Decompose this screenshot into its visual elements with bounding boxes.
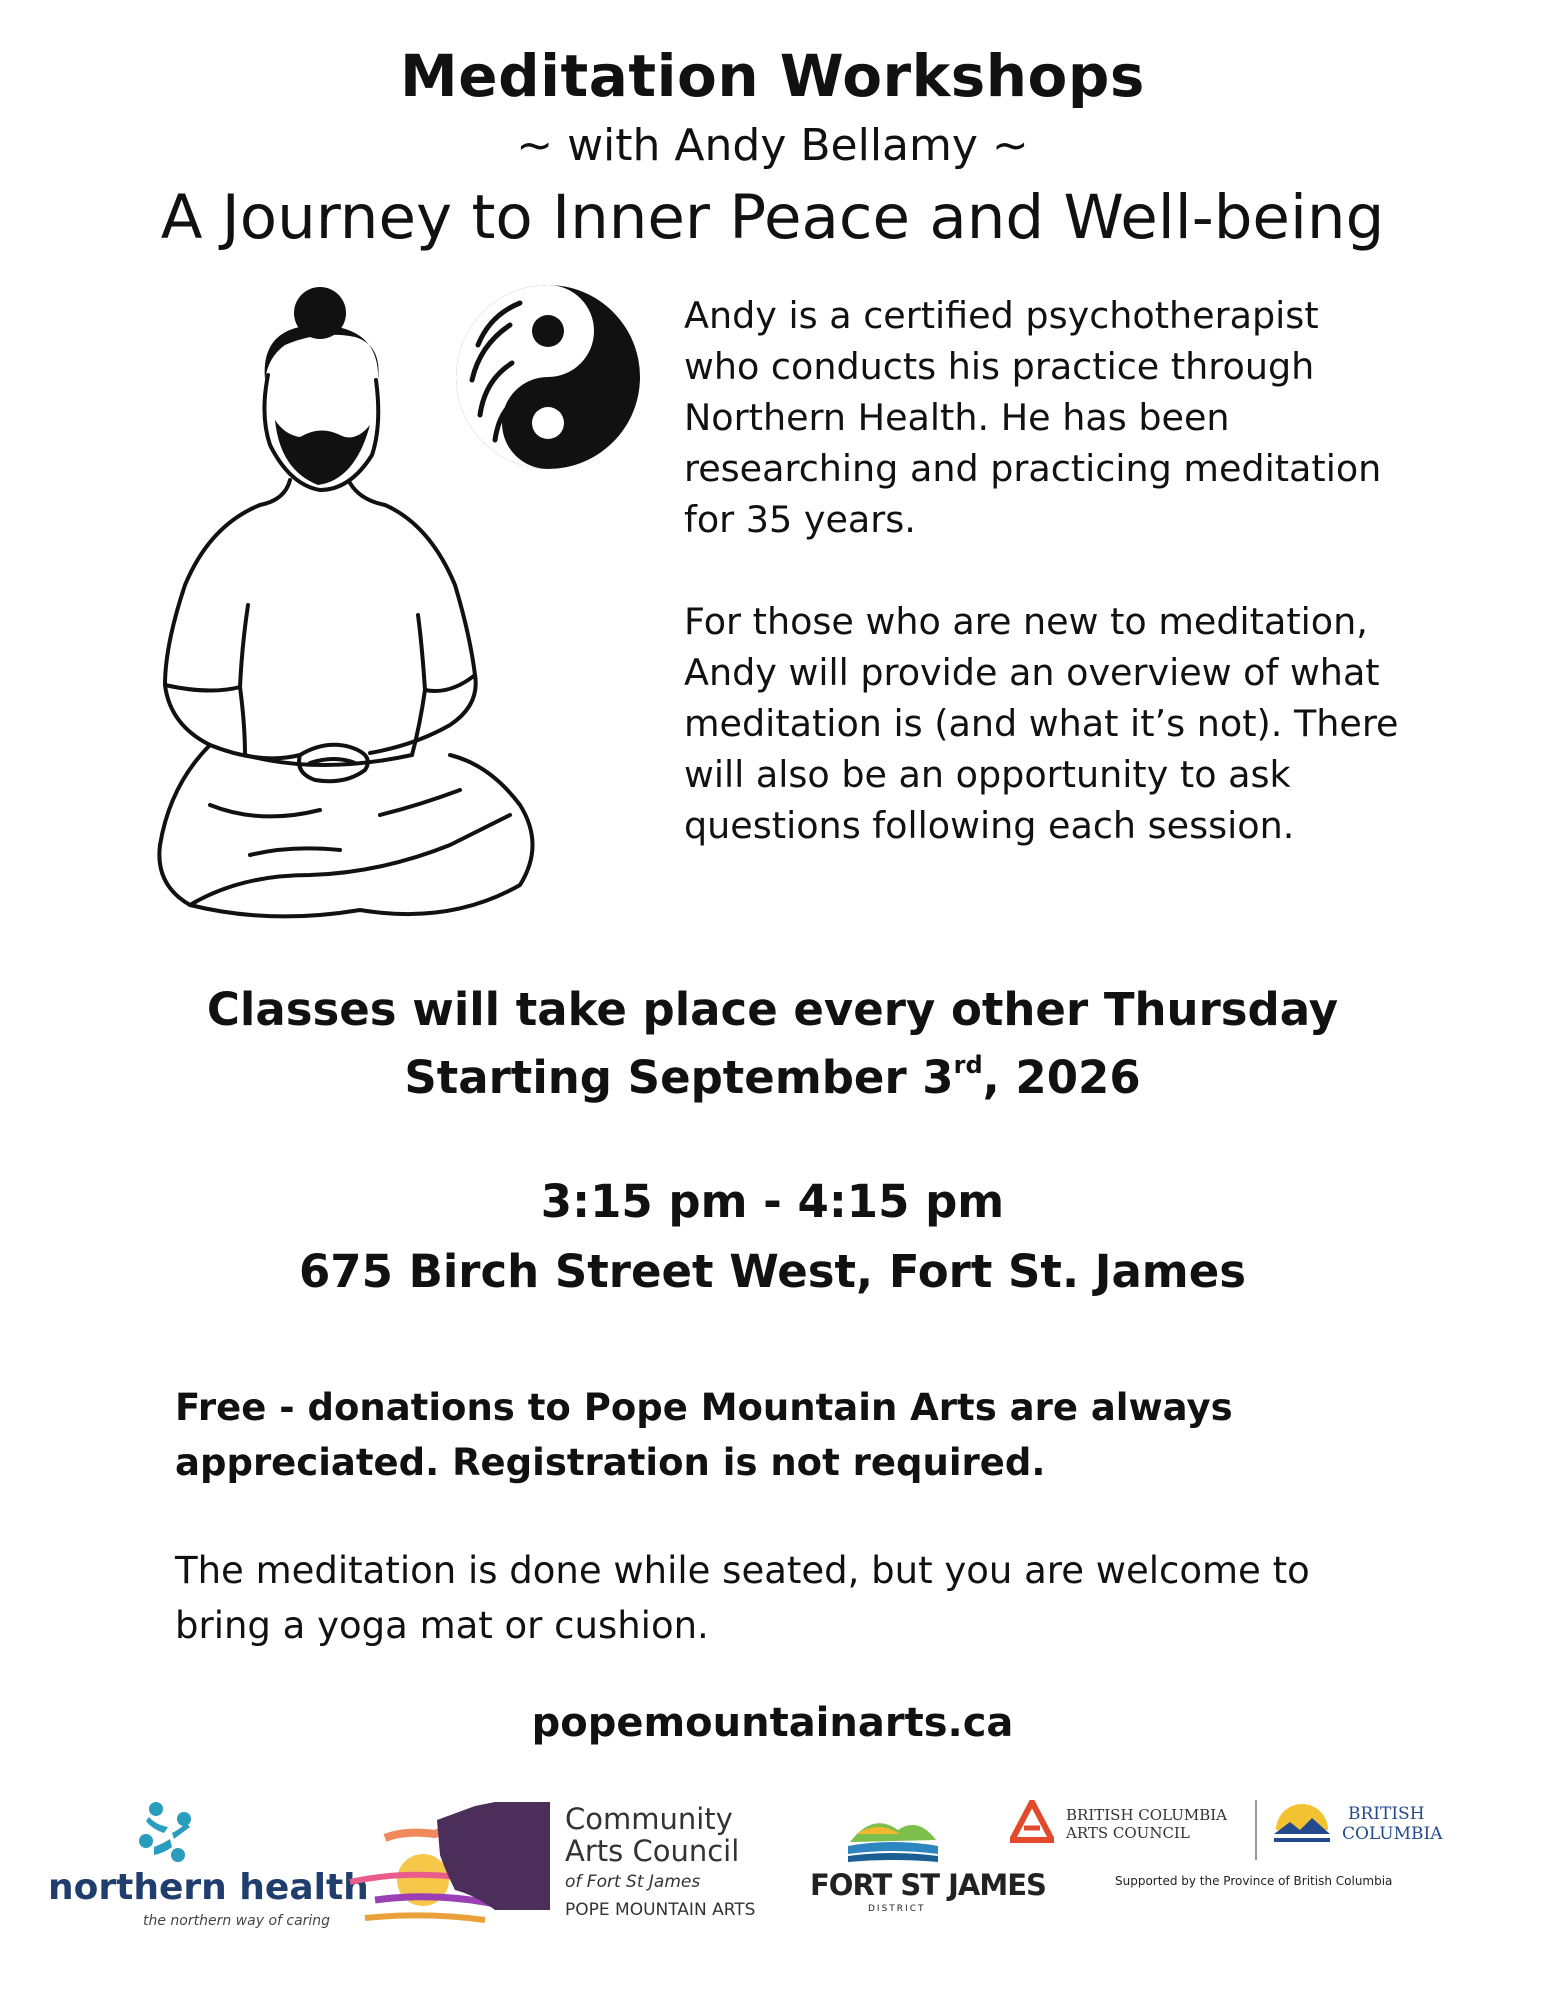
people-cluster-icon: [134, 1795, 204, 1865]
seating-note: The meditation is done while seated, but you are welcome to bring a yoga mat or cushion.: [175, 1549, 1310, 1647]
northern-health-logo: [48, 1795, 369, 1935]
bc-logos: [1010, 1800, 1470, 1900]
northern-health-tagline: the northern way of caring: [143, 1913, 331, 1929]
website-link[interactable]: popemountainarts.ca: [531, 1700, 1014, 1746]
bc-arts-line1: BRITISH COLUMBIA: [1066, 1806, 1227, 1824]
northern-health-name: northern health: [48, 1867, 369, 1908]
schedule-frequency: Classes will take place every other Thursday: [206, 983, 1339, 1036]
mountain-sunset-icon: [345, 1800, 565, 1925]
yin-yang-icon: [456, 285, 640, 469]
logo-divider: [1255, 1800, 1257, 1860]
bc-province-line2: COLUMBIA: [1342, 1824, 1443, 1844]
bc-province-line1: BRITISH: [1348, 1804, 1425, 1824]
schedule-block: [0, 976, 1545, 1112]
page-title: Meditation Workshops: [400, 42, 1145, 110]
schedule-address: 675 Birch Street West, Fort St. James: [298, 1245, 1247, 1298]
sun-mountain-icon: [1272, 1800, 1332, 1848]
fort-st-james-logo: [810, 1812, 1046, 1932]
arts-council-logo: [345, 1800, 775, 1930]
free-note: Free - donations to Pope Mountain Arts are always appreciated. Registration is not required.: [175, 1386, 1233, 1484]
schedule-start-date: Starting September 3rd, 2026: [404, 1051, 1141, 1104]
bio-paragraph: Andy is a certified psychotherapist who conducts his practice through Northern Health. He has been researching and practicing meditation for 35 years.: [684, 294, 1382, 541]
fort-st-james-name: FORT ST JAMES: [810, 1868, 1046, 1902]
hills-lake-icon: [848, 1812, 938, 1864]
meditation-illustration: [150, 285, 670, 955]
arts-council-line3: of Fort St James: [565, 1872, 701, 1892]
schedule-time: 3:15 pm - 4:15 pm: [540, 1175, 1005, 1228]
page-subtitle: ~ with Andy Bellamy ~: [516, 120, 1029, 171]
support-note: Supported by the Province of British Columbia: [1115, 1874, 1393, 1888]
arts-council-line1: Community: [565, 1802, 733, 1836]
bc-arts-line2: ARTS COUNCIL: [1066, 1824, 1190, 1842]
fort-st-james-district: DISTRICT: [868, 1904, 926, 1914]
triangle-mark-icon: [1010, 1800, 1054, 1844]
page-tagline: A Journey to Inner Peace and Well-being: [160, 182, 1385, 253]
arts-council-line4: POPE MOUNTAIN ARTS: [565, 1900, 756, 1920]
bio-paragraph: For those who are new to meditation, Andy will provide an overview of what meditation is (and what it’s not). There will also be an opportunity to ask questions following each session.: [684, 600, 1399, 847]
arts-council-line2: Arts Council: [565, 1834, 740, 1868]
